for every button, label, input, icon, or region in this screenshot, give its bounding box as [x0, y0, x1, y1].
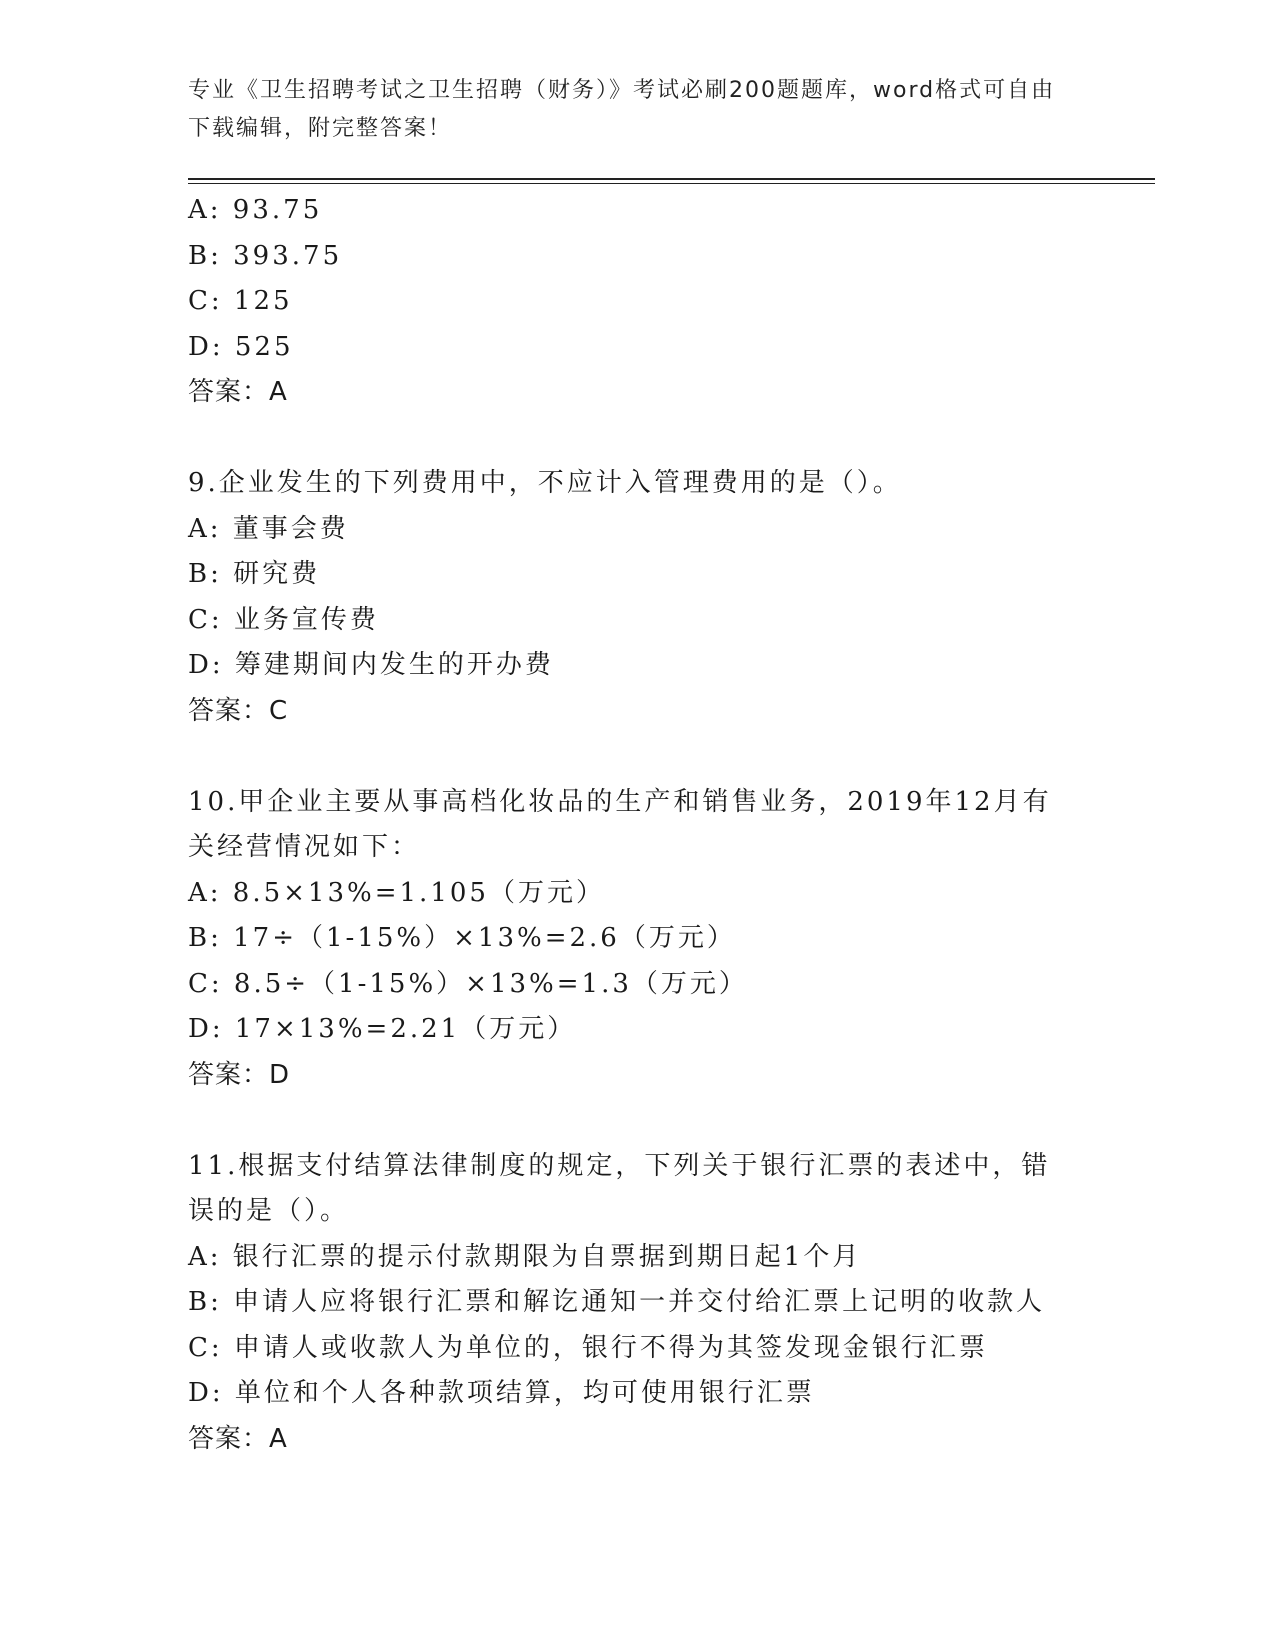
question-stem: 10.甲企业主要从事高档化妆品的生产和销售业务，2019年12月有关经营情况如下： [188, 786, 1052, 862]
question-stem: 11.根据支付结算法律制度的规定，下列关于银行汇票的表述中，错误的是（）。 [188, 1150, 1051, 1226]
answer: 答案：A [188, 1423, 288, 1454]
option-b: B: 393.75 [188, 240, 343, 271]
option-a: A: 8.5×13%=1.105（万元） [188, 877, 605, 908]
option-c: C: 125 [188, 286, 293, 316]
option-b: B: 研究费 [188, 559, 321, 589]
option-c: C: 8.5÷（1-15%）×13%=1.3（万元） [188, 968, 748, 999]
option-c: C: 业务宣传费 [188, 604, 379, 635]
header-rule-thick [188, 178, 1155, 180]
option-b: B: 申请人应将银行汇票和解讫通知一并交付给汇票上记明的收款人 [188, 1287, 1046, 1317]
question-8 [188, 188, 1088, 416]
question-9 [188, 461, 1088, 734]
header-rule-thin [188, 183, 1155, 184]
question-content [188, 188, 1088, 1462]
option-c: C: 申请人或收款人为单位的，银行不得为其签发现金银行汇票 [188, 1332, 988, 1363]
question-11 [188, 1144, 1088, 1463]
spacer [188, 416, 1088, 462]
spacer [188, 1098, 1088, 1144]
document-header: 专业《卫生招聘考试之卫生招聘（财务）》考试必刷200题题库，word格式可自由下载编辑，附完整答案！ [188, 78, 1056, 141]
option-a: A: 93.75 [188, 195, 323, 225]
option-d: D: 525 [188, 331, 294, 362]
answer: 答案：A [188, 377, 288, 407]
answer: 答案：C [188, 695, 289, 726]
option-a: A: 董事会费 [188, 513, 349, 544]
option-d: D: 单位和个人各种款项结算，均可使用银行汇票 [188, 1378, 815, 1408]
option-a: A: 银行汇票的提示付款期限为自票据到期日起1个月 [188, 1241, 862, 1272]
answer: 答案：D [188, 1059, 291, 1090]
question-10 [188, 780, 1088, 1099]
question-stem: 9.企业发生的下列费用中，不应计入管理费用的是（）。 [188, 468, 902, 498]
option-b: B: 17÷（1-15%）×13%=2.6（万元） [188, 923, 736, 953]
spacer [188, 734, 1088, 780]
option-d: D: 17×13%=2.21（万元） [188, 1014, 577, 1044]
option-d: D: 筹建期间内发生的开办费 [188, 650, 554, 680]
